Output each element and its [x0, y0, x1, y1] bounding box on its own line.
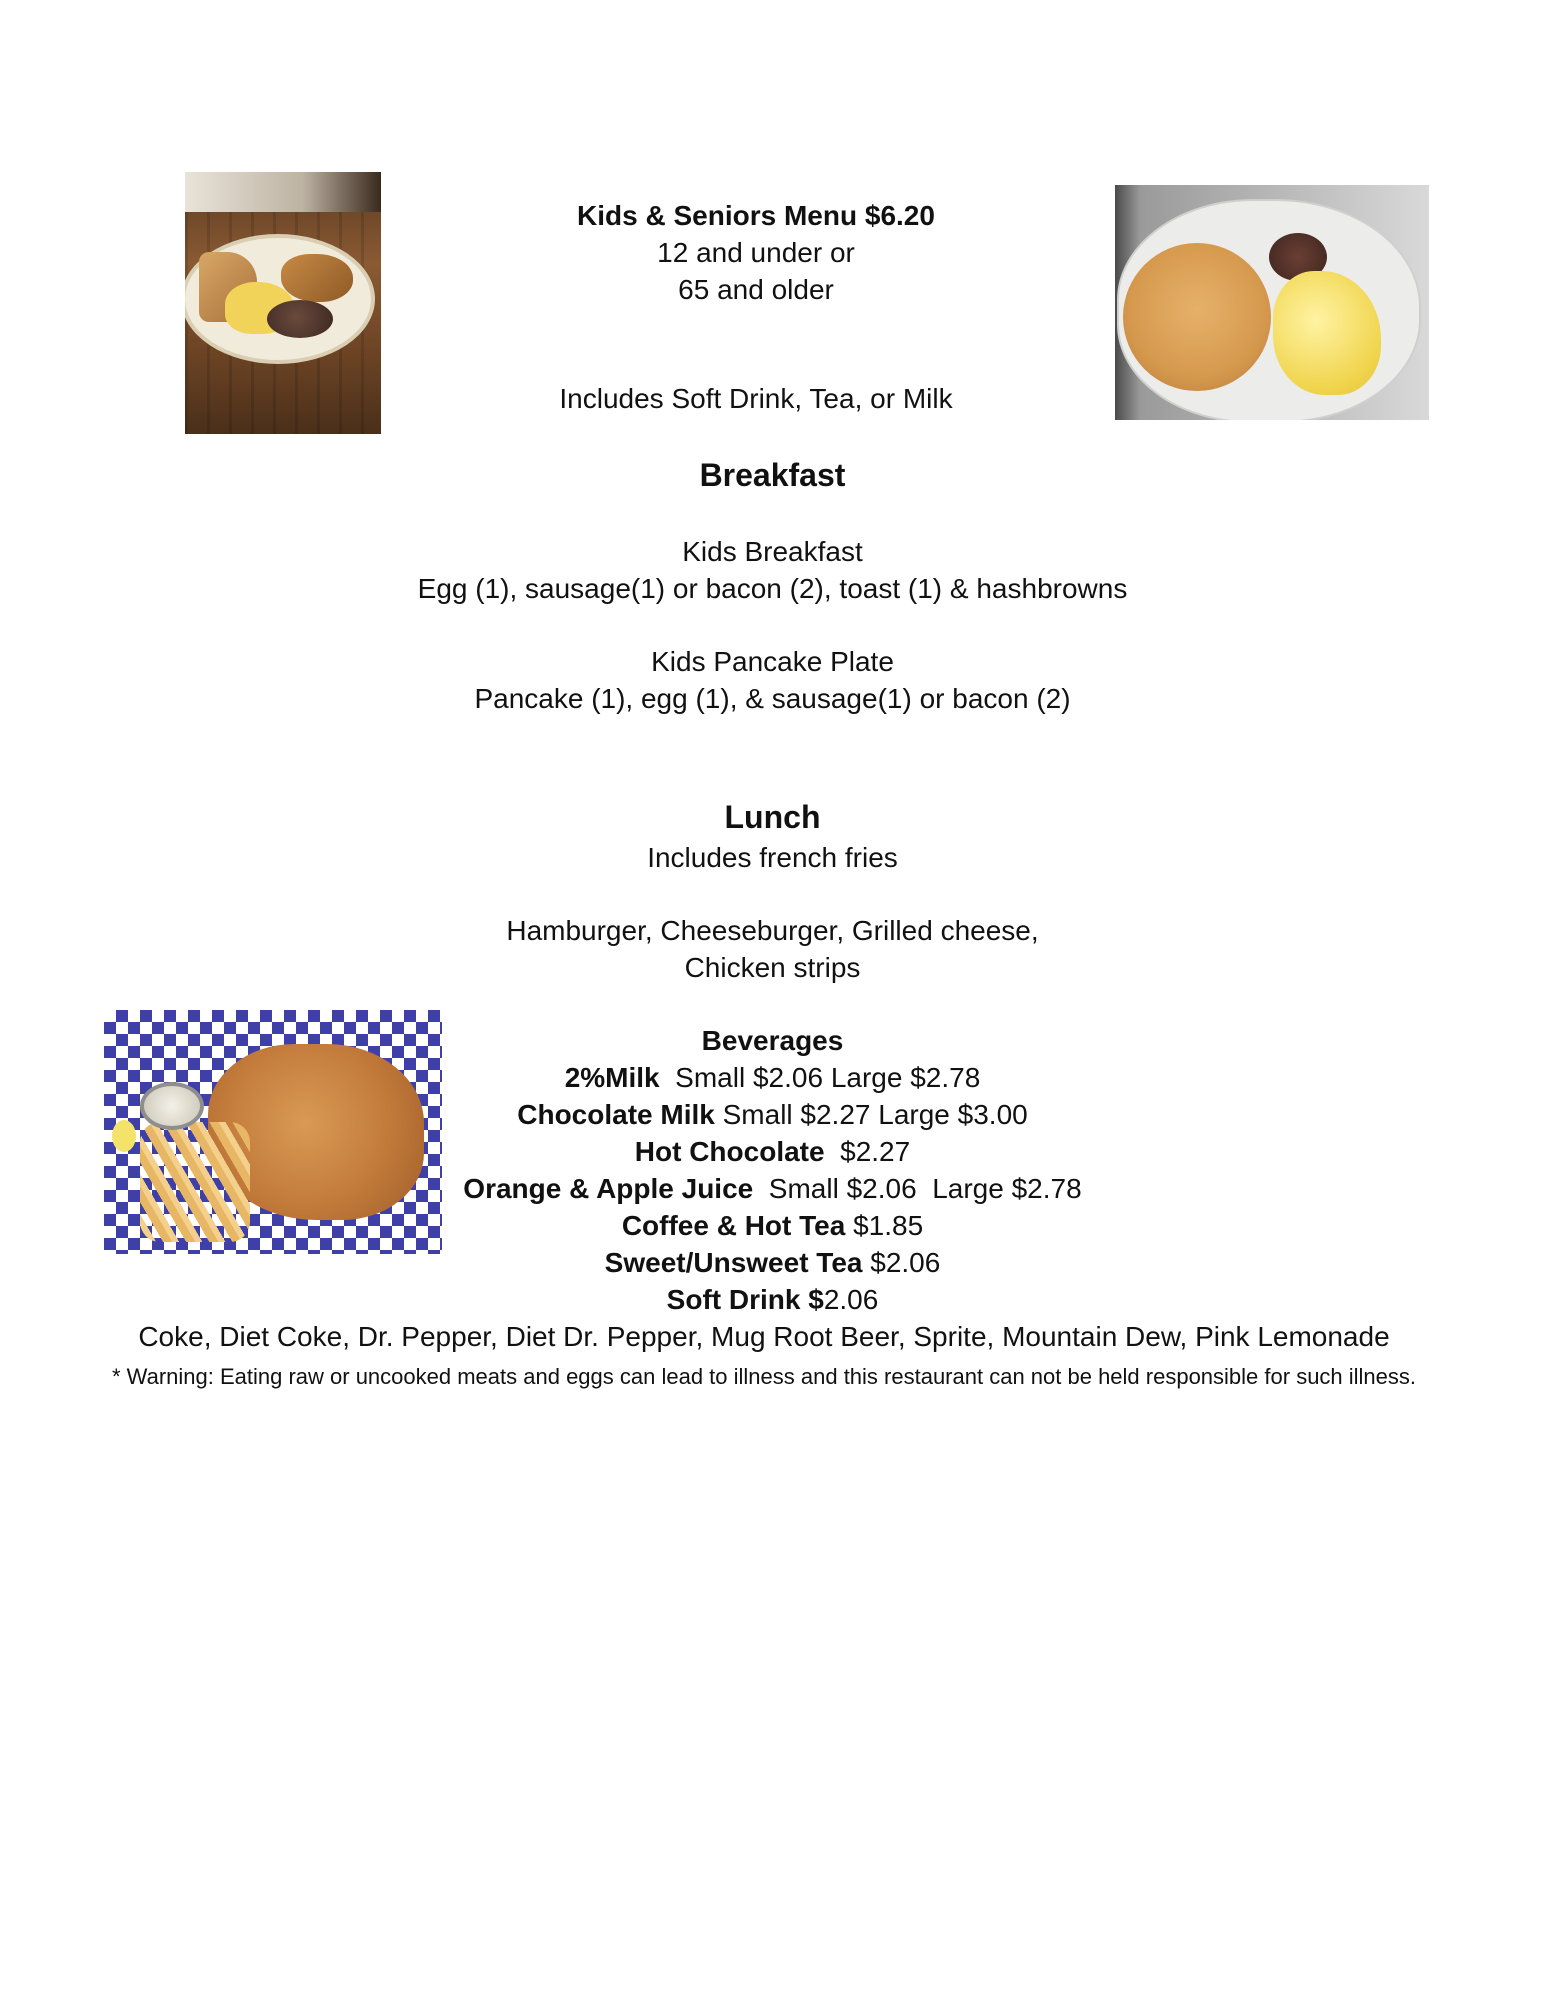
beverage-name: Chocolate Milk: [517, 1099, 715, 1130]
beverage-price: $2.27: [824, 1136, 911, 1167]
kids-breakfast-description: Egg (1), sausage(1) or bacon (2), toast (1) & hashbrowns: [417, 573, 1128, 604]
beverage-name: Coffee & Hot Tea: [621, 1210, 846, 1241]
beverage-name: Orange & Apple Juice: [463, 1173, 754, 1204]
beverage-price: $2.06: [862, 1247, 941, 1278]
beverage-price: $1.85: [845, 1210, 924, 1241]
beverage-row: [0, 1208, 1545, 1244]
beverage-row: [0, 1171, 1545, 1207]
age-line-1: 12 and under or: [657, 237, 855, 268]
beverage-row: [0, 1097, 1545, 1133]
beverages-heading: Beverages: [701, 1025, 844, 1056]
kids-pancake-name: Kids Pancake Plate: [651, 646, 894, 677]
beverage-name: Hot Chocolate: [634, 1136, 825, 1167]
beverage-price: Small $2.27 Large $3.00: [714, 1099, 1028, 1130]
beverage-row: [0, 1060, 1545, 1096]
kids-breakfast-name: Kids Breakfast: [682, 536, 863, 567]
beverage-name: Sweet/Unsweet Tea: [604, 1247, 863, 1278]
beverage-row: [0, 1245, 1545, 1281]
lunch-items-line-2: Chicken strips: [684, 952, 861, 983]
breakfast-heading: Breakfast: [699, 457, 846, 493]
beverage-price: Small $2.06 Large $2.78: [659, 1062, 981, 1093]
lunch-includes-text: Includes french fries: [647, 842, 898, 873]
beverage-name: 2%Milk: [564, 1062, 660, 1093]
lunch-items-line-1: Hamburger, Cheeseburger, Grilled cheese,: [506, 915, 1039, 946]
beverage-row: [0, 1134, 1545, 1170]
beverage-price: Small $2.06 Large $2.78: [753, 1173, 1082, 1204]
food-safety-warning: * Warning: Eating raw or uncooked meats and eggs can lead to illness and this restaurant can not be held responsible for such illness.: [111, 1364, 1417, 1389]
menu-title: Kids & Seniors Menu $6.20: [577, 200, 935, 231]
kids-pancake-description: Pancake (1), egg (1), & sausage(1) or bacon (2): [474, 683, 1071, 714]
includes-drink-text: Includes Soft Drink, Tea, or Milk: [559, 383, 953, 414]
beverage-name: Soft Drink $: [666, 1284, 824, 1315]
lunch-heading: Lunch: [724, 799, 821, 835]
beverage-price: 2.06: [823, 1284, 879, 1315]
beverage-row: [0, 1282, 1545, 1318]
age-line-2: 65 and older: [678, 274, 834, 305]
soft-drink-list: Coke, Diet Coke, Dr. Pepper, Diet Dr. Pepper, Mug Root Beer, Sprite, Mountain Dew, Pink Lemonade: [138, 1321, 1390, 1352]
